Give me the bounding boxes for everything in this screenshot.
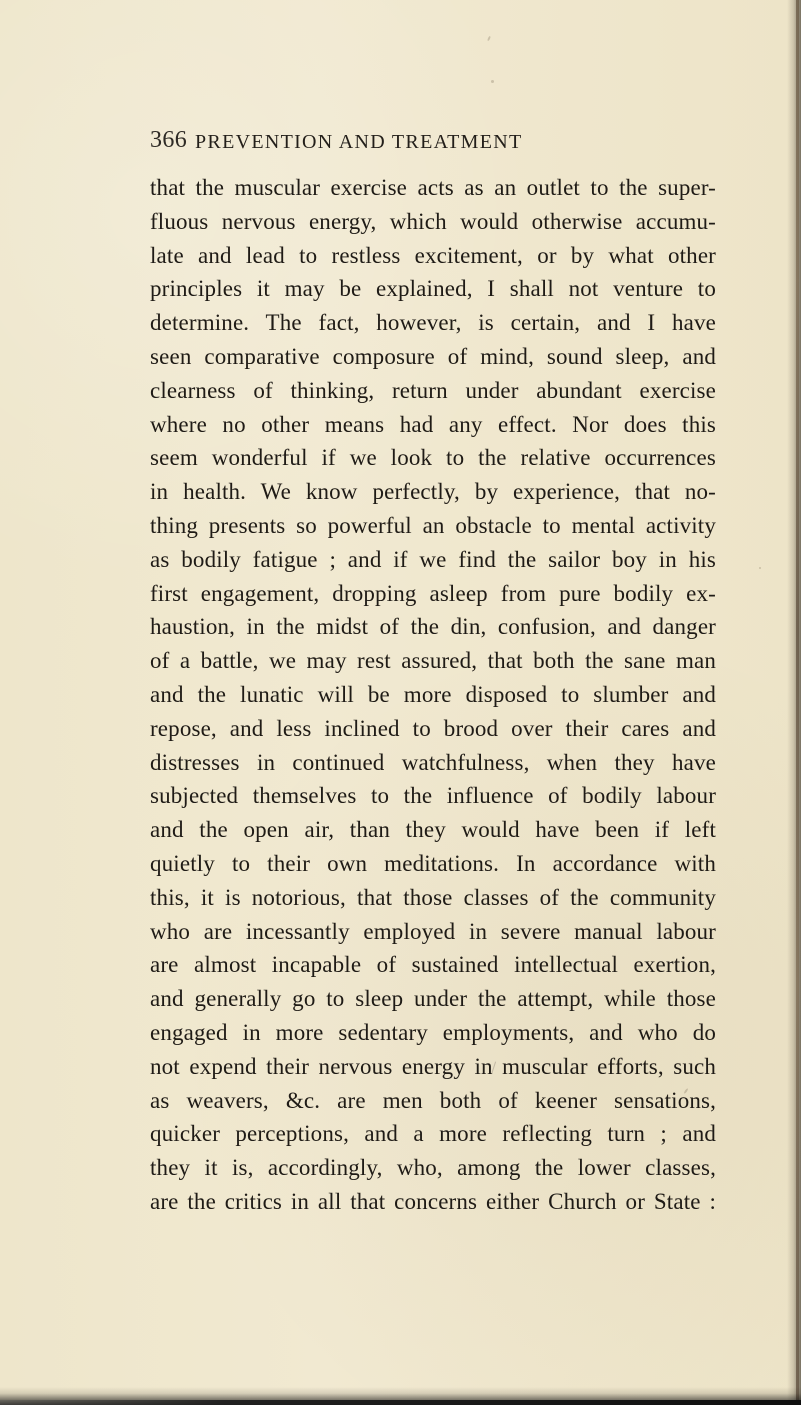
text-line: and generally go to sleep under the attempt, while those (150, 986, 716, 1012)
paper-speck (491, 80, 494, 83)
text-line: in health. We know perfectly, by experience, that no- (150, 479, 716, 505)
text-line: are the critics in all that concerns either Church or State : (150, 1188, 716, 1214)
text-line: where no other means had any effect. Nor does this (150, 411, 716, 437)
text-line: this, it is notorious, that those classes of the community (150, 884, 716, 910)
text-line: determine. The fact, however, is certain, and I have (150, 310, 716, 336)
page-bottom-shadow (0, 1387, 801, 1405)
paper-speck (759, 567, 761, 569)
text-line: engaged in more sedentary employments, and who do (150, 1019, 716, 1045)
text-line: as weavers, &c. are men both of keener sensations, (150, 1087, 716, 1113)
page-header (150, 128, 670, 168)
paper-speck (487, 36, 491, 41)
text-line: quietly to their own meditations. In accordance with (150, 850, 716, 876)
text-line: fluous nervous energy, which would otherwise accumu- (150, 208, 716, 234)
running-head: PREVENTION AND TREATMENT (195, 131, 523, 153)
text-line: who are incessantly employed in severe manual labour (150, 918, 716, 944)
text-line: first engagement, dropping asleep from pure bodily ex- (150, 580, 716, 606)
text-line: they it is, accordingly, who, among the lower classes, (150, 1155, 716, 1181)
text-line: subjected themselves to the influence of bodily labour (150, 783, 716, 809)
text-line: quicker perceptions, and a more reflecting turn ; and (150, 1121, 716, 1147)
text-line: as bodily fatigue ; and if we find the sailor boy in his (150, 546, 716, 572)
text-line: distresses in continued watchfulness, when they have (150, 749, 716, 775)
page-edge-shadow (787, 0, 801, 1405)
text-line: of a battle, we may rest assured, that both the sane man (150, 648, 716, 674)
text-line: late and lead to restless excitement, or by what other (150, 242, 716, 268)
text-line: principles it may be explained, I shall not venture to (150, 276, 716, 302)
page-number: 366 (150, 127, 188, 153)
text-line: that the muscular exercise acts as an outlet to the super- (150, 175, 716, 200)
text-line: and the lunatic will be more disposed to slumber and (150, 681, 716, 707)
text-line: are almost incapable of sustained intellectual exertion, (150, 952, 716, 978)
text-line: not expend their nervous energy in muscular efforts, such (150, 1053, 716, 1079)
text-line: thing presents so powerful an obstacle to mental activity (150, 512, 716, 538)
text-line: and the open air, than they would have been if left (150, 817, 716, 843)
text-line: seen comparative composure of mind, sound sleep, and (150, 343, 716, 369)
text-line: repose, and less inclined to brood over their cares and (150, 715, 716, 741)
text-line: clearness of thinking, return under abundant exercise (150, 377, 716, 403)
body-text (150, 171, 716, 1219)
text-line: seem wonderful if we look to the relative occurrences (150, 445, 716, 471)
text-line: haustion, in the midst of the din, confusion, and danger (150, 614, 716, 640)
